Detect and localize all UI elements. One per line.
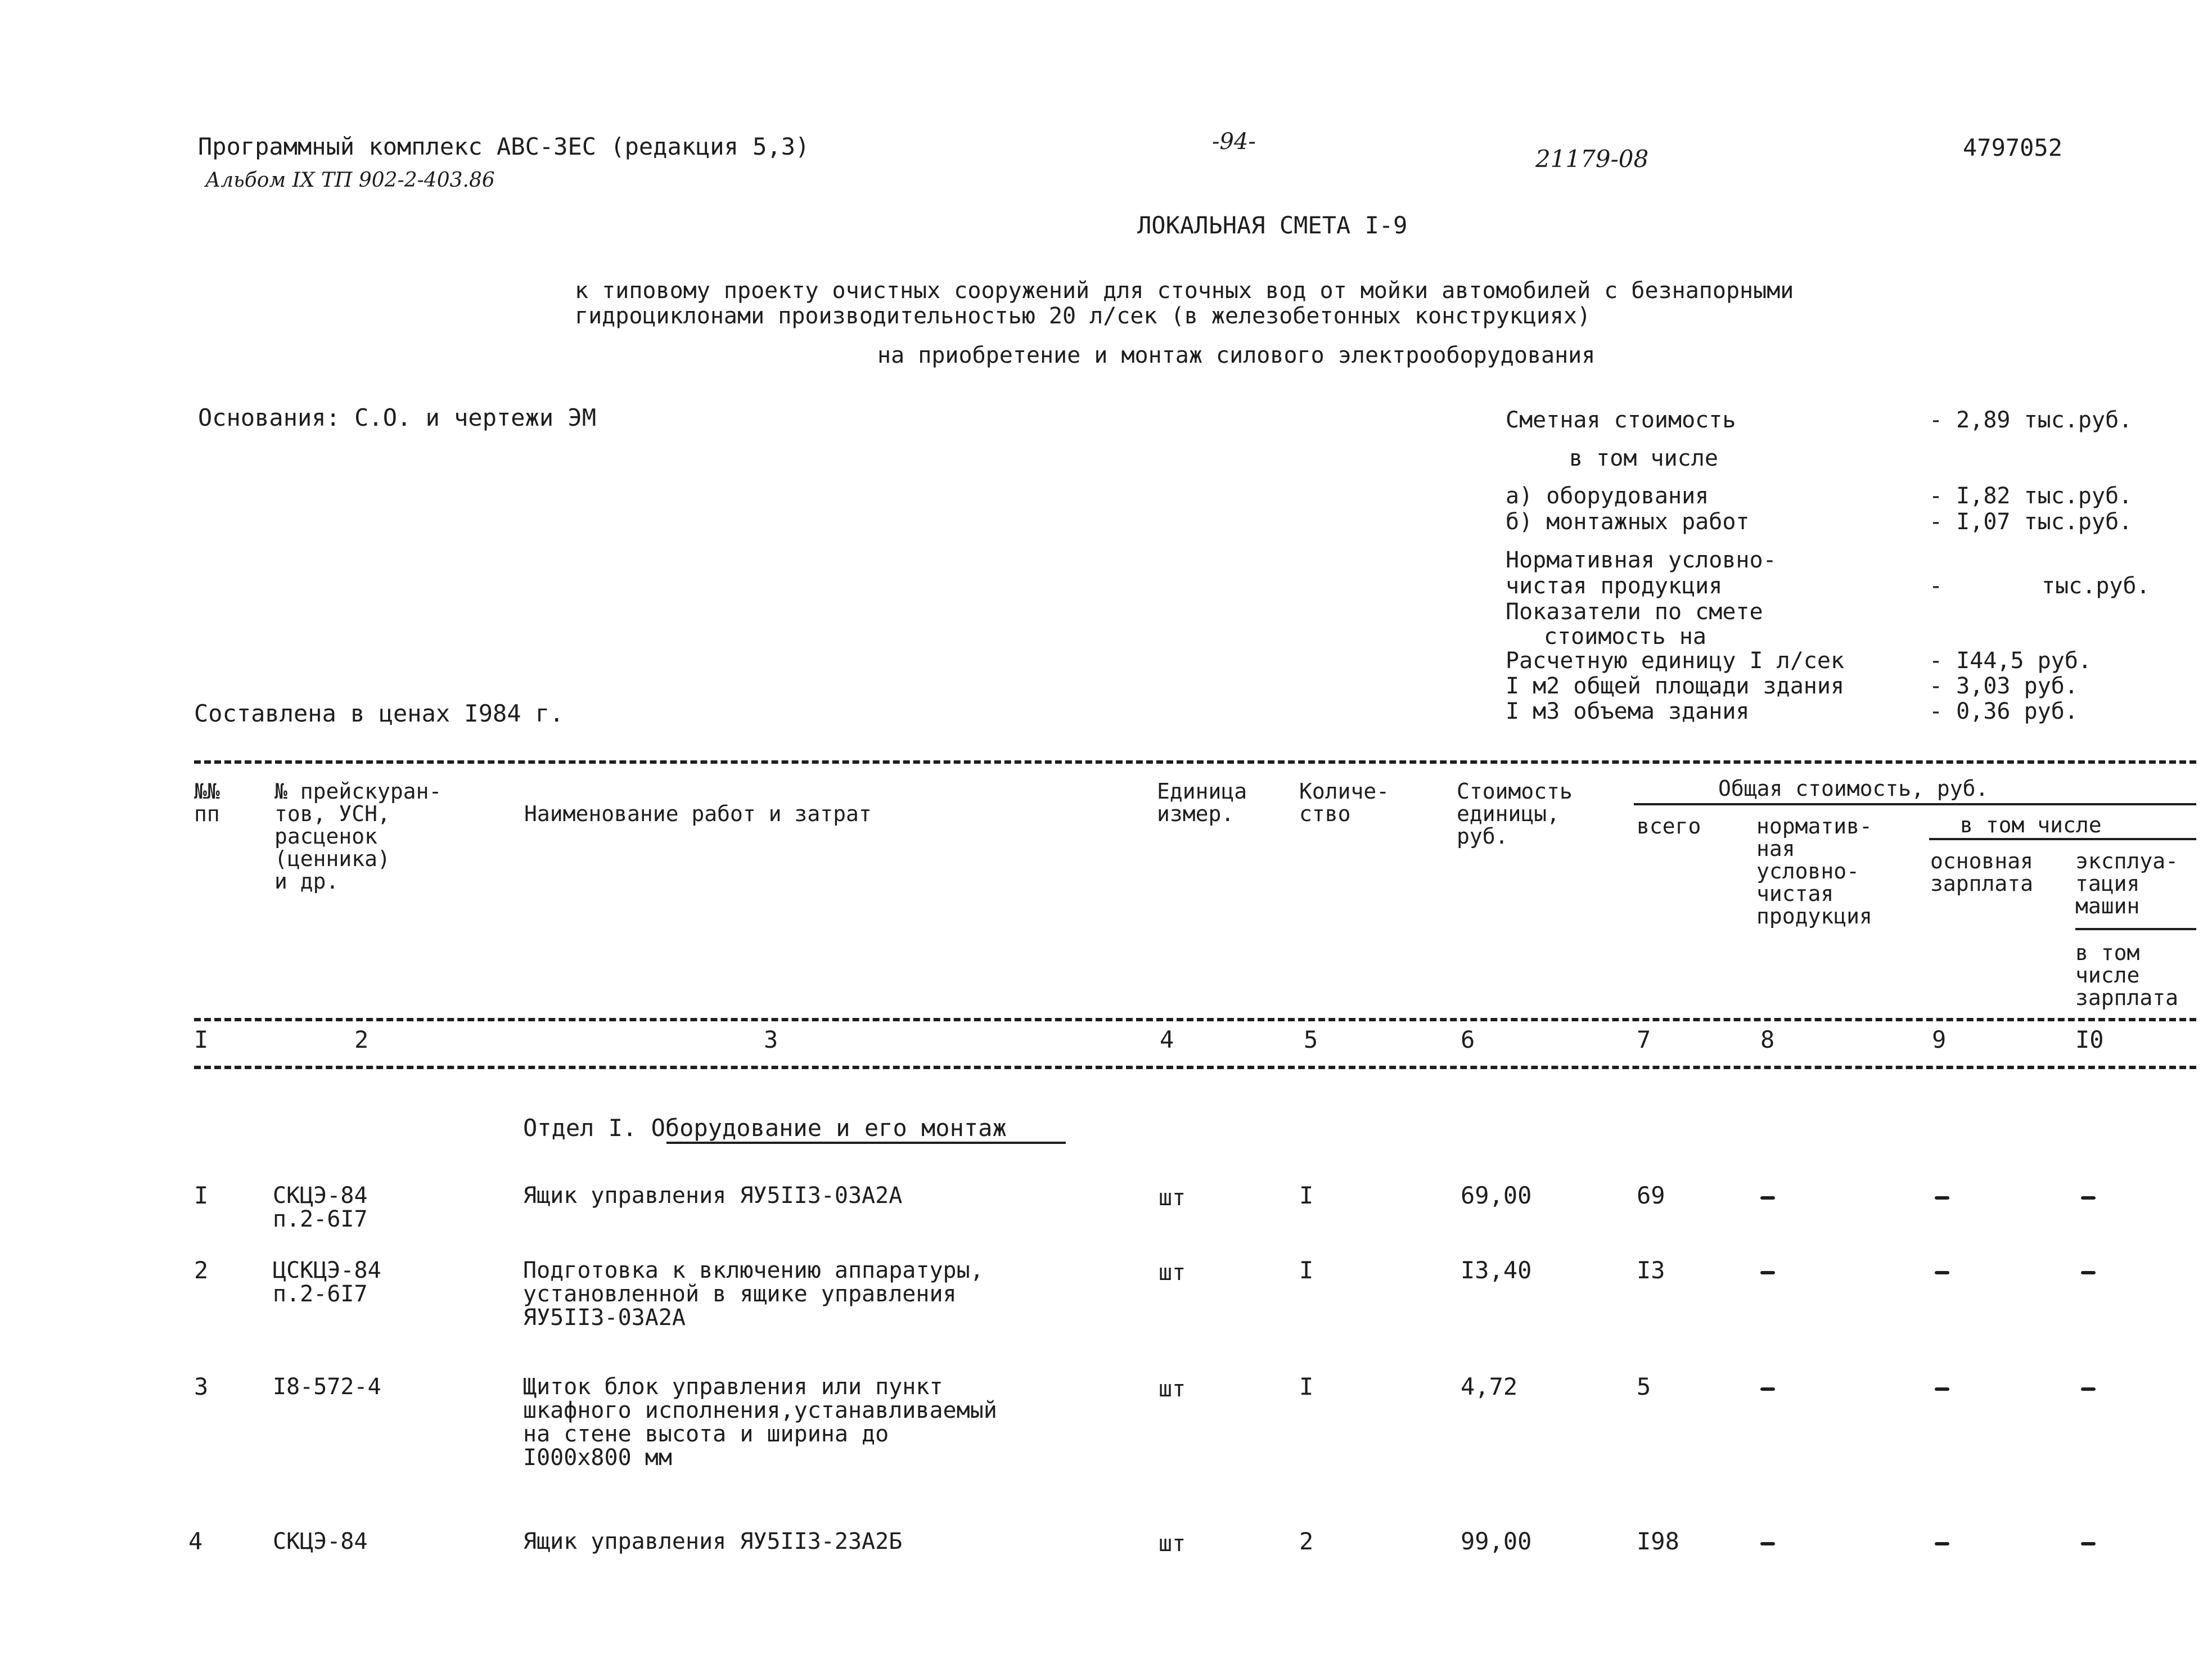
row-total: 5 [1637, 1373, 1651, 1400]
row-unit: шт [1159, 1260, 1186, 1286]
section-title: Отдел I. Оборудование и его монтаж [523, 1114, 1007, 1142]
row-unit: шт [1159, 1376, 1186, 1402]
row-unit-cost: 99,00 [1461, 1527, 1532, 1555]
row-name: Ящик управления ЯУ5II3-23А2Б [523, 1529, 903, 1554]
header-machines: эксплуа- тация машин [2075, 849, 2179, 918]
row-unit-cost: 69,00 [1461, 1182, 1532, 1209]
empty-dash [2081, 1387, 2096, 1391]
normative-label-2: чистая продукция [1506, 573, 1723, 599]
row-quantity: I [1299, 1373, 1314, 1400]
per-unit-value: - I44,5 руб. [1929, 648, 2092, 674]
section-title-underline [666, 1142, 1066, 1144]
row-name: Ящик управления ЯУ5II3-03А2А [523, 1183, 903, 1209]
row-unit-cost: I3,40 [1461, 1256, 1532, 1284]
header-base-salary: основная зарплата [1930, 849, 2034, 896]
row-number: 2 [194, 1256, 209, 1284]
empty-dash [1760, 1196, 1775, 1200]
col-number: 8 [1760, 1026, 1775, 1053]
empty-dash [1760, 1542, 1775, 1545]
header-all: всего [1637, 814, 1701, 839]
equipment-label: а) оборудования [1506, 483, 1709, 509]
empty-dash [2081, 1542, 2096, 1545]
column-numbers-divider [194, 1066, 2196, 1069]
row-quantity: I [1299, 1256, 1314, 1284]
row-unit: шт [1159, 1531, 1186, 1557]
album-handwritten: Альбом IX ТП 902-2-403.86 [205, 169, 495, 192]
row-name: Подготовка к включению аппаратуры, установленной в ящике управления ЯУ5II3-03А2А [523, 1258, 984, 1331]
empty-dash [1935, 1271, 1949, 1274]
col-number: 5 [1304, 1026, 1318, 1053]
row-total: I3 [1637, 1256, 1665, 1284]
cost-per-label: стоимость на [1544, 624, 1706, 650]
table-top-divider [194, 760, 2196, 764]
row-unit: шт [1159, 1185, 1186, 1211]
header-row-number: №№ пп [194, 779, 220, 826]
header-unit-cost: Стоимость единицы, руб. [1457, 779, 1573, 849]
cost-value: - 2,89 тыс.руб. [1929, 407, 2133, 433]
document-number: 21179-08 [1535, 145, 1649, 173]
row-quantity: 2 [1299, 1527, 1314, 1555]
subtitle-line-3: на приобретение и монтаж силового электрооборудования [877, 342, 1596, 368]
normative-unit: тыс.руб. [2042, 573, 2150, 599]
header-including-underline [1929, 838, 2196, 840]
row-code: ЦСКЦЭ-84 п.2-6I7 [273, 1258, 381, 1307]
col-number: 2 [354, 1026, 369, 1053]
header-total-cost: Общая стоимость, руб. [1718, 776, 1989, 801]
normative-label-1: Нормативная условно- [1506, 547, 1777, 573]
header-quantity: Количе- ство [1299, 779, 1390, 826]
indicators-label: Показатели по смете [1506, 599, 1763, 625]
cost-label: Сметная стоимость [1506, 407, 1736, 433]
row-total: I98 [1637, 1527, 1679, 1555]
prices-year: Составлена в ценах I984 г. [194, 700, 564, 727]
header-work-name: Наименование работ и затрат [524, 801, 872, 826]
row-code: СКЦЭ-84 п.2-6I7 [273, 1183, 368, 1232]
row-unit-cost: 4,72 [1461, 1373, 1518, 1400]
per-unit-label: Расчетную единицу I л/сек [1506, 648, 1845, 674]
col-number: 6 [1461, 1026, 1475, 1053]
per-volume-label: I м3 объема здания [1506, 698, 1750, 724]
header-machines-underline [2075, 928, 2196, 930]
row-code: I8-572-4 [273, 1374, 381, 1400]
col-number: 3 [764, 1026, 778, 1053]
empty-dash [1760, 1271, 1775, 1274]
row-total: 69 [1637, 1182, 1665, 1209]
per-area-label: I м2 общей площади здания [1506, 673, 1845, 699]
row-quantity: I [1299, 1182, 1314, 1209]
basis-text: Основания: С.О. и чертежи ЭМ [198, 404, 597, 431]
program-title: Программный комплекс АВС-ЗЕС (редакция 5,3) [198, 133, 810, 160]
row-number: I [194, 1182, 209, 1209]
header-total-underline [1634, 803, 2196, 805]
incl-label: в том числе [1569, 445, 1718, 471]
col-number: 9 [1932, 1026, 1947, 1053]
col-number: 7 [1637, 1026, 1651, 1053]
row-code: СКЦЭ-84 [273, 1529, 368, 1554]
header-including: в том числе [1960, 813, 2102, 837]
empty-dash [1935, 1387, 1949, 1391]
per-area-value: - 3,03 руб. [1929, 673, 2078, 699]
empty-dash [1760, 1387, 1775, 1391]
normative-dash: - [1929, 573, 1943, 599]
subtitle-line-1: к типовому проекту очистных сооружений для сточных вод от мойки автомобилей с безнапорными [575, 278, 1794, 304]
row-name: Щиток блок управления или пункт шкафного исполнения,устанавливаемый на стене высота и ширина до I000х800 мм [523, 1374, 997, 1471]
header-pricelist: № прейскуран- тов, УСН, расценок (ценника) и др. [274, 779, 442, 894]
page-number: -94- [1212, 129, 1256, 155]
empty-dash [2081, 1196, 2096, 1200]
estimate-title: ЛОКАЛЬНАЯ СМЕТА I-9 [1137, 211, 1408, 239]
col-number: I [194, 1026, 209, 1053]
header-machines-salary: в том числе зарплата [2075, 940, 2179, 1010]
header-bottom-divider [194, 1018, 2196, 1021]
per-volume-value: - 0,36 руб. [1929, 698, 2078, 724]
empty-dash [1935, 1196, 1949, 1200]
installation-value: - I,07 тыс.руб. [1929, 509, 2133, 535]
row-number: 4 [188, 1527, 203, 1555]
document-code: 4797052 [1963, 134, 2063, 161]
row-number: 3 [194, 1373, 209, 1400]
installation-label: б) монтажных работ [1506, 509, 1750, 535]
empty-dash [1935, 1542, 1949, 1545]
header-unit: Единица измер. [1157, 779, 1247, 826]
col-number: I0 [2075, 1026, 2104, 1053]
col-number: 4 [1160, 1026, 1174, 1053]
header-normative: норматив- ная условно- чистая продукция [1756, 814, 1872, 929]
equipment-value: - I,82 тыс.руб. [1929, 483, 2133, 509]
subtitle-line-2: гидроциклонами производительностью 20 л/сек (в железобетонных конструкциях) [575, 303, 1591, 329]
empty-dash [2081, 1271, 2096, 1274]
